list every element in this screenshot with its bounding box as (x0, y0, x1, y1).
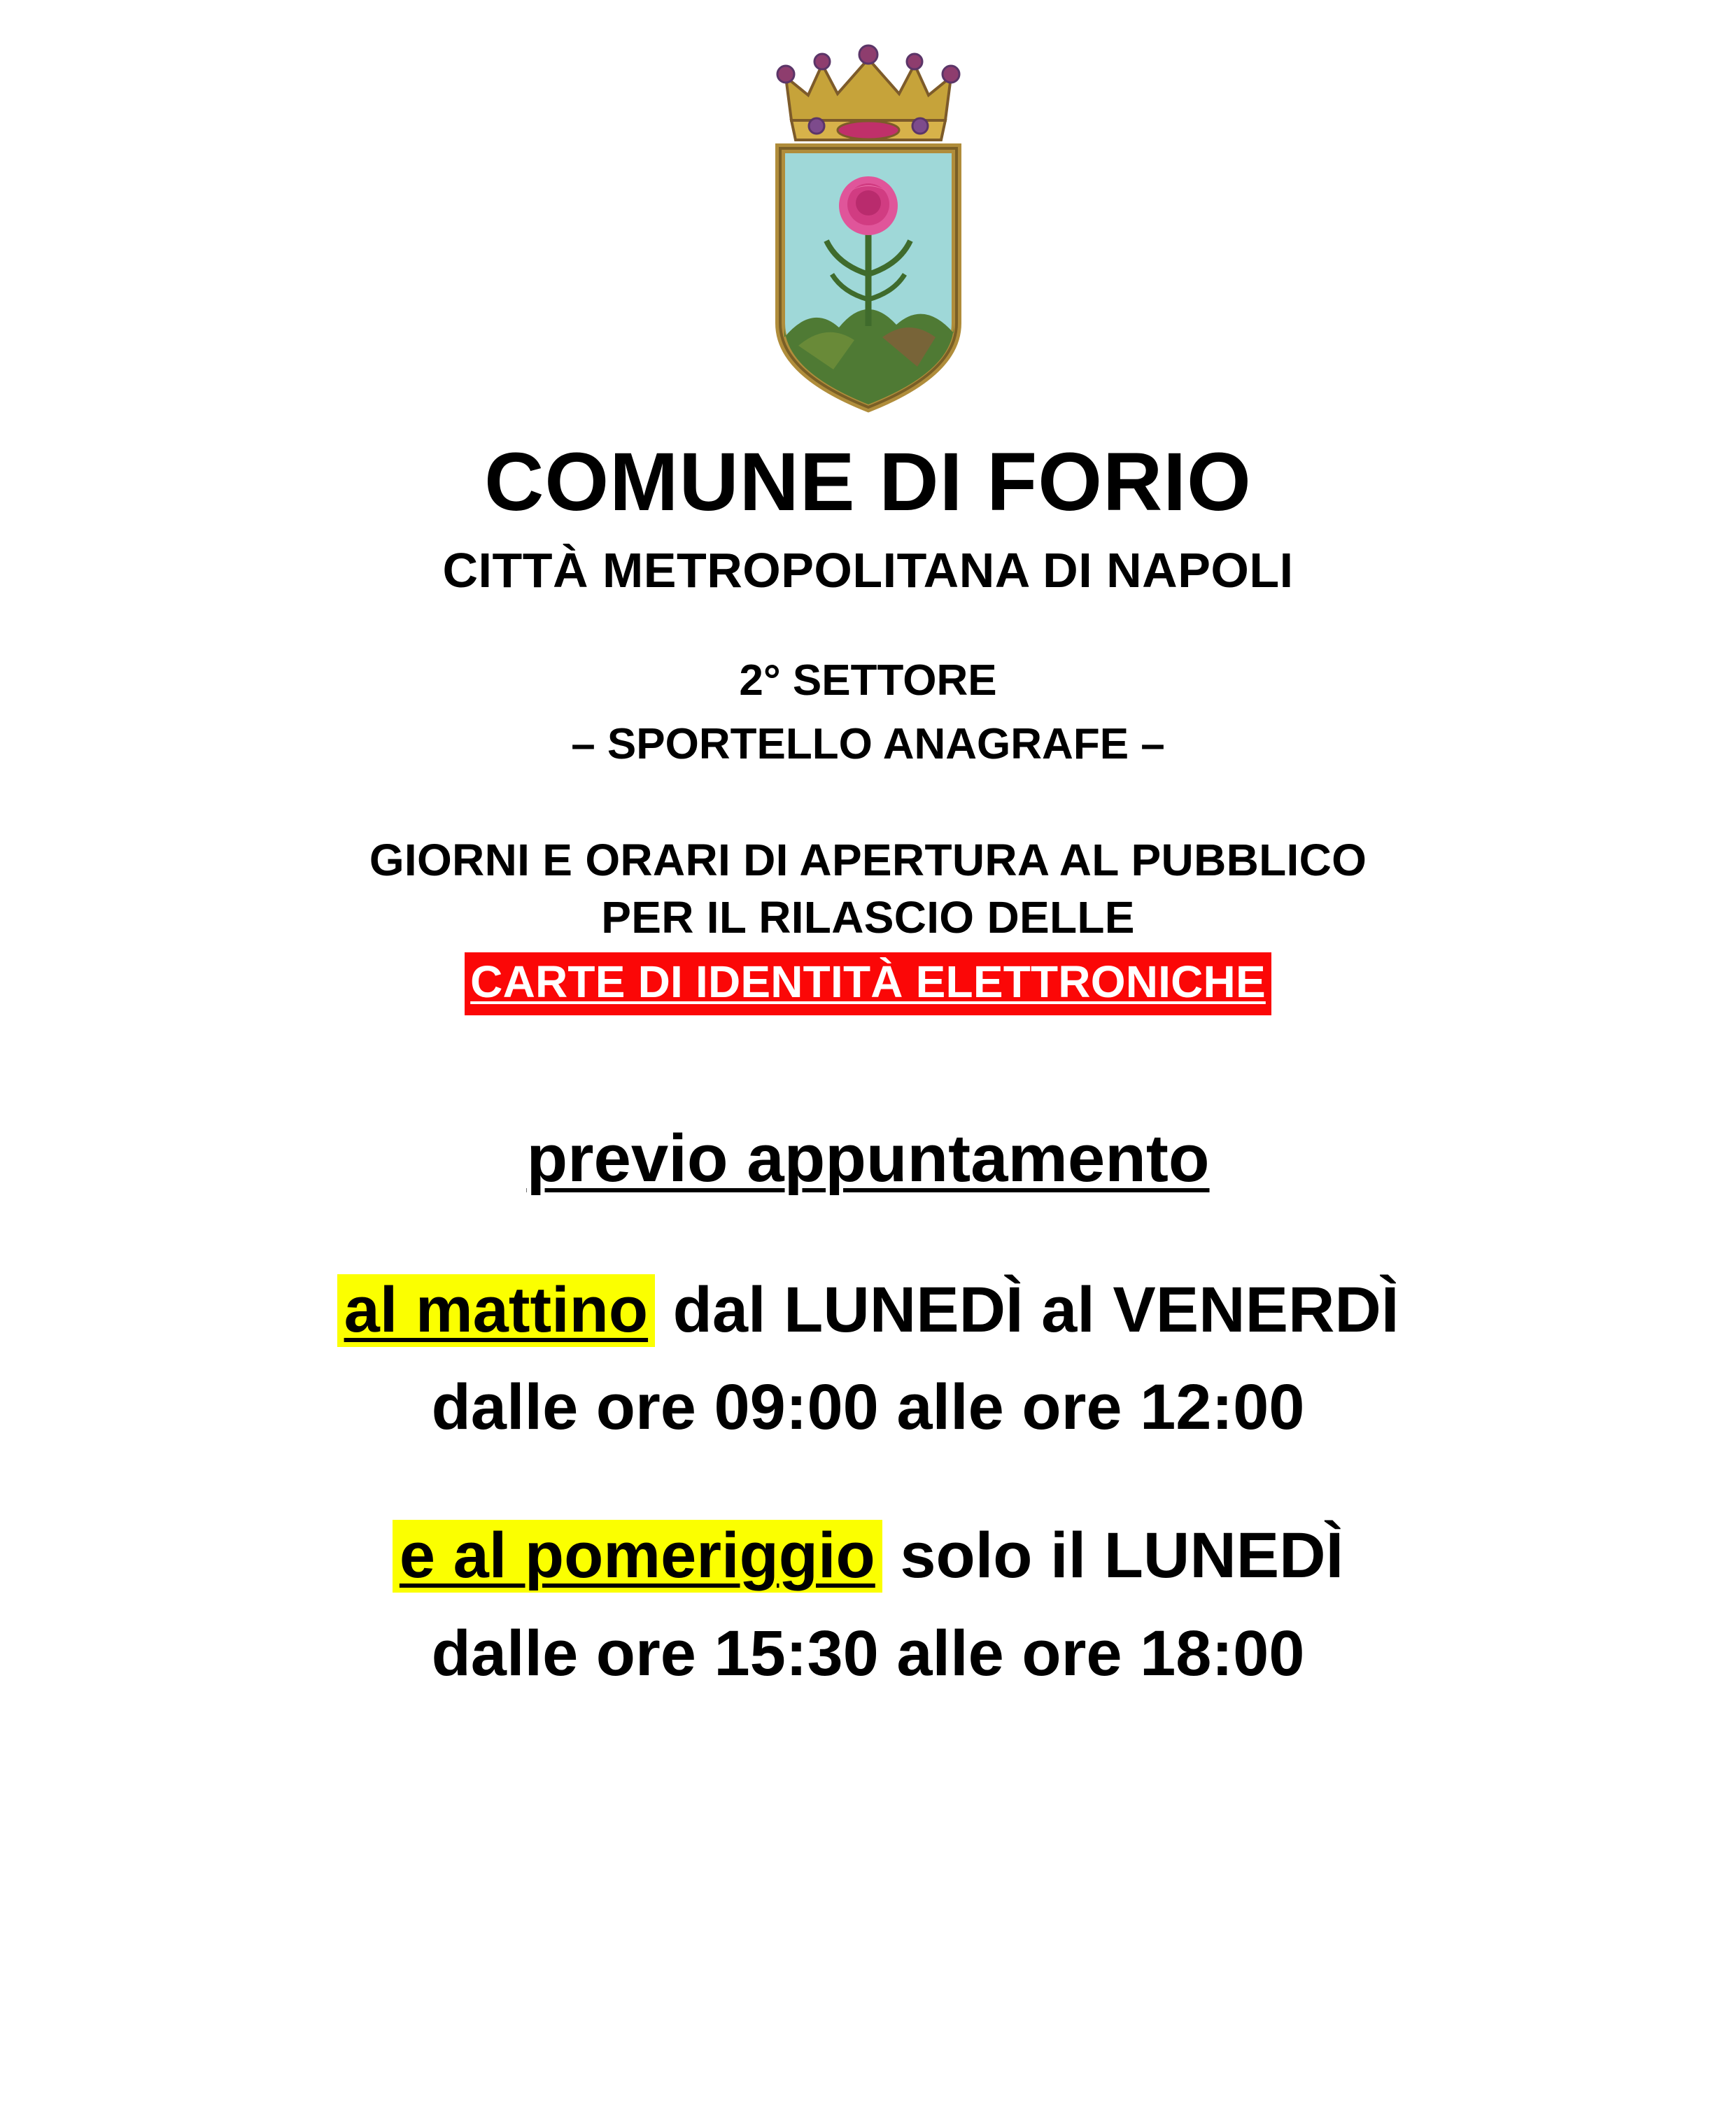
notice-line-2: PER IL RILASCIO DELLE (601, 891, 1135, 943)
schedule-afternoon-hours: dalle ore 15:30 alle ore 18:00 (431, 1618, 1305, 1690)
page-title: COMUNE DI FORIO (484, 436, 1252, 528)
schedule-morning-rest: dal LUNEDÌ al VENERDÌ (655, 1274, 1399, 1346)
sector-line-2: – SPORTELLO ANAGRAFE – (571, 720, 1165, 769)
schedule-morning-hours: dalle ore 09:00 alle ore 12:00 (431, 1371, 1305, 1444)
schedule-afternoon-days (42, 1507, 1694, 1605)
notice-line-1: GIORNI E ORARI DI APERTURA AL PUBBLICO (369, 834, 1367, 885)
schedule-morning-highlight: al mattino (337, 1274, 655, 1347)
notice-highlight-badge: CARTE DI IDENTITÀ ELETTRONICHE (465, 952, 1271, 1015)
coat-of-arms-crest-icon (749, 43, 987, 421)
notice-block (369, 832, 1367, 1015)
page-subtitle: CITTÀ METROPOLITANA DI NAPOLI (442, 543, 1294, 598)
schedule-afternoon-rest: solo il LUNEDÌ (882, 1520, 1344, 1592)
schedule-block (42, 1262, 1694, 1703)
schedule-morning-days (42, 1262, 1694, 1360)
schedule-afternoon-highlight: e al pomeriggio (393, 1520, 882, 1593)
sector-line-1: 2° SETTORE (739, 656, 997, 705)
appointment-note: previo appuntamento (526, 1120, 1210, 1196)
sector-block (571, 654, 1165, 772)
